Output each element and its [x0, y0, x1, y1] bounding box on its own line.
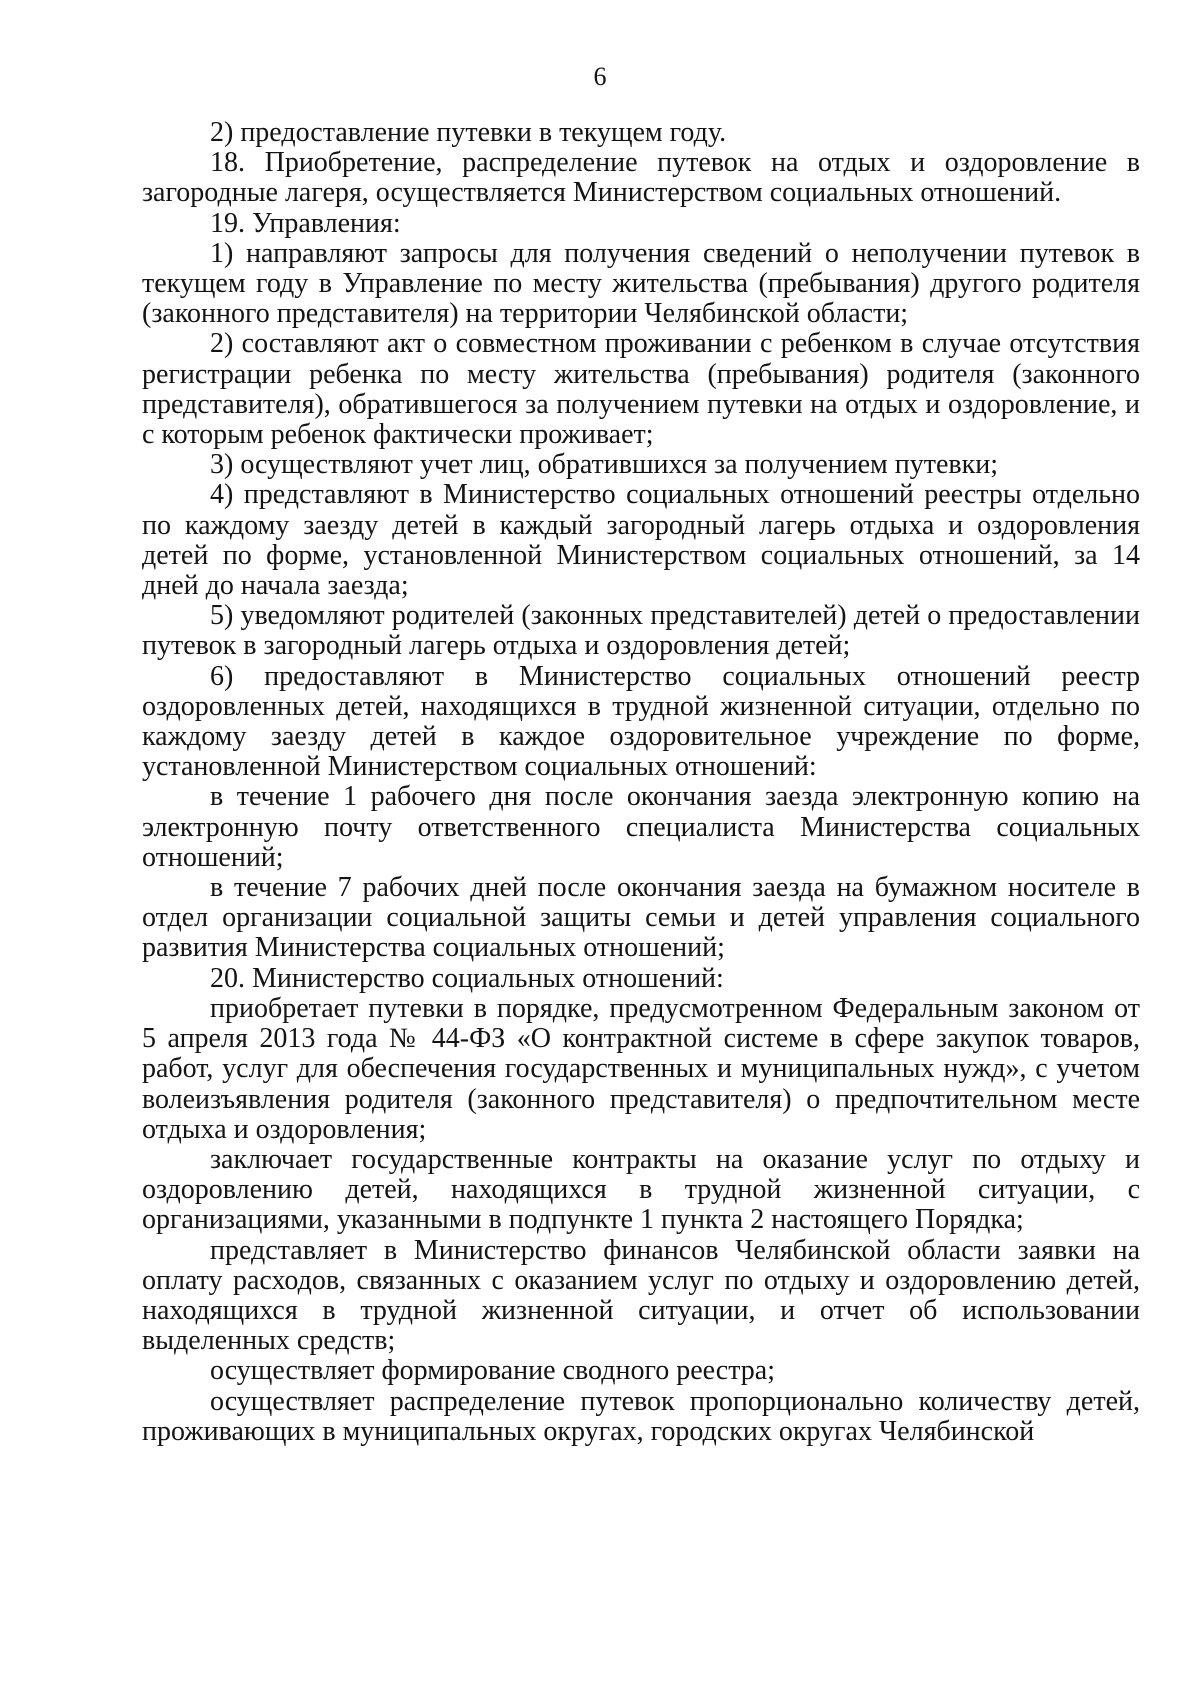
paragraph: 2) предоставление путевки в текущем году. [210, 117, 727, 148]
page-number: 6 [593, 62, 607, 91]
paragraph: заключает государственные контракты на оказание услуг по отдыху и оздоровлению детей, находящихся в трудной жизненной ситуации, с организациями, указанными в подпункте 1 пункта 2 настоящего Порядка; [142, 1143, 1140, 1236]
paragraph: 20. Министерство социальных отношений: [210, 962, 724, 994]
paragraph: 2) составляют акт о совместном проживании с ребенком в случае отсутствия регистрации ребенка по месту жительства (пребывания) родителя (законного представителя), обратившегося за получением путевки на отдых и оздоровление, и с которым ребенок фактически проживает; [142, 328, 1140, 451]
paragraph: в течение 1 рабочего дня после окончания заезда электронную копию на электронную почту ответственного специалиста Министерства социальных отношений; [142, 781, 1140, 873]
paragraph: приобретает путевки в порядке, предусмотренном Федеральным законом от 5 апреля 2013 года № 44-ФЗ «О контрактной системе в сфере закупок товаров, работ, услуг для обеспечения государственных и муниципальных нужд», с учетом волеизъявления родителя (законного представителя) о предпочтительном месте отдыха и оздоровления; [142, 992, 1140, 1145]
paragraph: 5) уведомляют родителей (законных представителей) детей о предоставлении путевок в загородный лагерь отдыха и оздоровления детей; [142, 600, 1140, 662]
paragraph: 18. Приобретение, распределение путевок на отдых и оздоровление в загородные лагеря, осуществляется Министерством социальных отношений. [142, 147, 1140, 209]
paragraph: 6) предоставляют в Министерство социальных отношений реестр оздоровленных детей, находящихся в трудной жизненной ситуации, отдельно по каждому заезду детей в каждое оздоровительное учреждение по форме, установленной Министерством социальных отношений: [142, 660, 1140, 783]
paragraph: 19. Управления: [210, 207, 401, 239]
paragraph: в течение 7 рабочих дней после окончания заезда на бумажном носителе в отдел организации социальной защиты семьи и детей управления социального развития Министерства социальных отношений; [142, 872, 1140, 964]
paragraph: осуществляет формирование сводного реестра; [210, 1355, 776, 1387]
paragraph: 3) осуществляют учет лиц, обратившихся за получением путевки; [210, 449, 998, 481]
document-body [142, 118, 1140, 1447]
paragraph: 1) направляют запросы для получения сведений о неполучении путевок в текущем году в Управление по месту жительства (пребывания) другого родителя (законного представителя) на территории Челябинской области; [142, 237, 1140, 330]
paragraph: представляет в Министерство финансов Челябинской области заявки на оплату расходов, связанных с оказанием услуг по отдыху и оздоровлению детей, находящихся в трудной жизненной ситуации, и отчет об использовании выделенных средств; [142, 1234, 1140, 1357]
paragraph: 4) представляют в Министерство социальных отношений реестры отдельно по каждому заезду детей в каждый загородный лагерь отдыха и оздоровления детей по форме, установленной Министерством социальных отношений, за 14 дней до начала заезда; [142, 479, 1140, 602]
paragraph: осуществляет распределение путевок пропорционально количеству детей, проживающих в муниципальных округах, городских округах Челябинской [142, 1385, 1140, 1447]
